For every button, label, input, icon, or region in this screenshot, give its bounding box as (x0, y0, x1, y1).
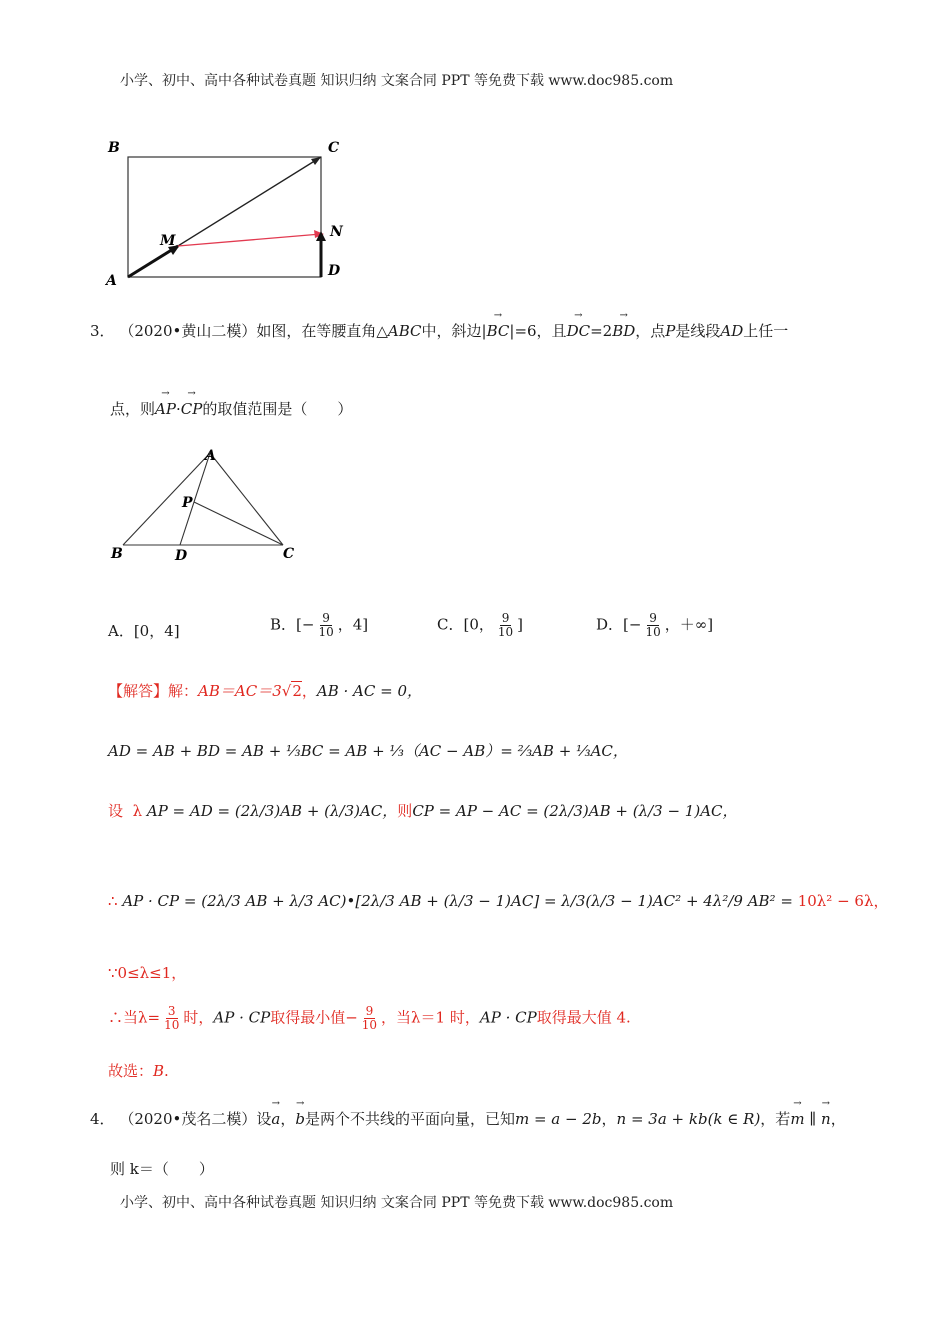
option-a[interactable] (108, 620, 180, 641)
label-a: A (106, 273, 117, 289)
solution-text: 10λ² − 6λ， (797, 892, 889, 910)
solution-text: 故选： (108, 1062, 154, 1080)
answer-letter: B (153, 1062, 165, 1080)
numerator: 9 (365, 1004, 374, 1018)
solution-text: ， (301, 682, 317, 700)
question-3-line1 (90, 320, 788, 341)
solution-text: 取得最大值 4. (536, 1008, 631, 1027)
side-ac (210, 453, 283, 545)
solution-text: ，当λ＝1 时， (381, 1008, 480, 1027)
q3-p: P (665, 322, 676, 340)
vector-m: → m (790, 1110, 804, 1128)
option-c-text: ] (517, 615, 524, 634)
q3-text: =2 (590, 322, 613, 340)
option-c[interactable] (437, 612, 523, 639)
option-c-text: C．[0， (437, 615, 494, 634)
question-source: （2020•茂名二模） (119, 1110, 257, 1128)
label-b: B (111, 546, 123, 562)
option-d-text: D．[− (596, 615, 642, 634)
solution-text: AB＝AC＝3 (198, 682, 282, 700)
fraction (360, 1005, 379, 1032)
denominator: 10 (318, 625, 334, 640)
solution-text: AP · CP (479, 1008, 537, 1027)
numerator: 9 (649, 611, 657, 625)
fraction (643, 612, 662, 639)
vector-bd: → BD (612, 322, 635, 340)
label-n: N (330, 224, 343, 240)
segment-pc (194, 502, 283, 545)
question-number: 4． (90, 1110, 115, 1128)
option-d[interactable] (596, 612, 713, 639)
denominator: 10 (645, 625, 661, 640)
q4-text: ， (601, 1110, 617, 1128)
solution-line4 (108, 890, 888, 911)
label-c: C (283, 546, 295, 562)
solution-text: ∴ (108, 892, 118, 910)
solution-line6 (108, 1005, 631, 1032)
q4-text: 是两个不共线的平面向量，已知 (304, 1110, 515, 1128)
q3-ad: AD (720, 322, 744, 340)
solution-line5: ∵0≤λ≤1， (108, 964, 187, 982)
q3-text: 上任一 (743, 322, 789, 340)
equation-n: n = 3a + kb(k ∈ R) (616, 1110, 761, 1128)
question-source: （2020•黄山二模） (119, 322, 257, 340)
vector-mn (178, 234, 321, 246)
equation-m: m = a − 2b (514, 1110, 602, 1128)
vector-cp: → CP (181, 400, 203, 418)
question-4-line1 (90, 1108, 846, 1129)
option-d-text: ，＋∞] (664, 615, 714, 634)
label-c: C (328, 140, 340, 156)
question-4-line2: 则 k＝（ ） (110, 1160, 214, 1178)
q3-abc: ABC (387, 322, 422, 340)
solution-line2: AD = AB + BD = AB + ⅓BC = AB + ⅓（AC − AB）= ⅔AB + ⅓AC， (108, 742, 628, 760)
label-d: D (175, 548, 188, 564)
vector-n: → n (821, 1110, 831, 1128)
fraction (316, 612, 335, 639)
solution-text: ∴当λ= (108, 1008, 161, 1027)
vector-bc-abs: → |BC| (482, 322, 515, 340)
denominator: 10 (164, 1018, 180, 1033)
solution-text: AP · CP = (2λ/3 AB + λ/3 AC)•[2λ/3 AB + (λ/3 − 1)AC] = λ/3(λ/3 − 1)AC² + 4λ²/9 AB² = (122, 892, 793, 910)
label-m: M (160, 233, 176, 249)
q3-text: 如图，在等腰直角△ (256, 322, 388, 340)
numerator: 3 (167, 1004, 176, 1018)
solution-text: . (164, 1062, 169, 1080)
figure-rectangle-vectors (100, 135, 360, 295)
q3-text: 点，则 (110, 400, 156, 418)
q4-text: ，若 (760, 1110, 791, 1128)
solution-text: AP = AD = (2λ/3)AB + (λ/3)AC， (146, 802, 398, 820)
sqrt-value: 2 (292, 682, 302, 700)
vector-dc: → DC (567, 322, 591, 340)
solution-text: 时， (183, 1008, 214, 1027)
fraction (162, 1005, 181, 1032)
vector-a: → a (271, 1110, 280, 1128)
q4-text: ， (280, 1110, 296, 1128)
q3-text: 是线段 (675, 322, 721, 340)
option-a-text: A．[0，4] (108, 622, 180, 640)
label-a: A (205, 448, 216, 464)
solution-text: CP = AP − AC = (2λ/3)AB + (λ/3 − 1)AC， (412, 802, 738, 820)
solution-text: AB · AC = 0， (316, 682, 422, 700)
solution-text: 取得最小值− (270, 1008, 358, 1027)
q4-text: ， (830, 1110, 846, 1128)
q3-text: 的取值范围是（ ） (202, 400, 353, 418)
question-number: 3． (90, 322, 115, 340)
solution-text: 则 (397, 802, 413, 820)
numerator: 9 (501, 611, 510, 625)
option-b-text: ，4] (337, 615, 369, 634)
q3-text: ，点 (635, 322, 666, 340)
label-p: P (182, 495, 193, 511)
arrow-head-c (311, 157, 321, 165)
solution-text: 设 (108, 802, 124, 820)
figure-triangle-abc (105, 445, 305, 565)
solution-line7 (108, 1060, 169, 1081)
option-b[interactable] (270, 612, 368, 639)
denominator: 10 (497, 625, 514, 640)
vector-b: → b (295, 1110, 305, 1128)
parallel-symbol: ∥ (804, 1110, 822, 1128)
question-3-line2 (110, 398, 352, 419)
page-footer: 小学、初中、高中各种试卷真题 知识归纳 文案合同 PPT 等免费下载 www.doc985.com (120, 1195, 674, 1211)
dot-operator: · (175, 400, 181, 418)
solution-line3 (108, 800, 738, 821)
q3-text: 中，斜边 (421, 322, 482, 340)
vector-ap: → AP (155, 400, 176, 418)
denominator: 10 (361, 1018, 378, 1033)
q4-text: 设 (256, 1110, 272, 1128)
q3-text: =6，且 (514, 322, 567, 340)
numerator: 9 (322, 611, 330, 625)
option-b-text: B．[− (270, 615, 315, 634)
lambda: λ (132, 802, 143, 820)
fraction (496, 612, 515, 639)
solution-tag: 【解答】 (108, 682, 169, 700)
label-d: D (328, 263, 341, 279)
page-header: 小学、初中、高中各种试卷真题 知识归纳 文案合同 PPT 等免费下载 www.doc985.com (120, 73, 674, 89)
label-b: B (108, 140, 120, 156)
solution-text: 解： (168, 682, 199, 700)
side-ab (123, 453, 210, 545)
solution-text: AP · CP (213, 1008, 271, 1027)
solution-line1: 【解答】解：AB＝AC＝3√2，AB · AC = 0， (108, 682, 422, 700)
